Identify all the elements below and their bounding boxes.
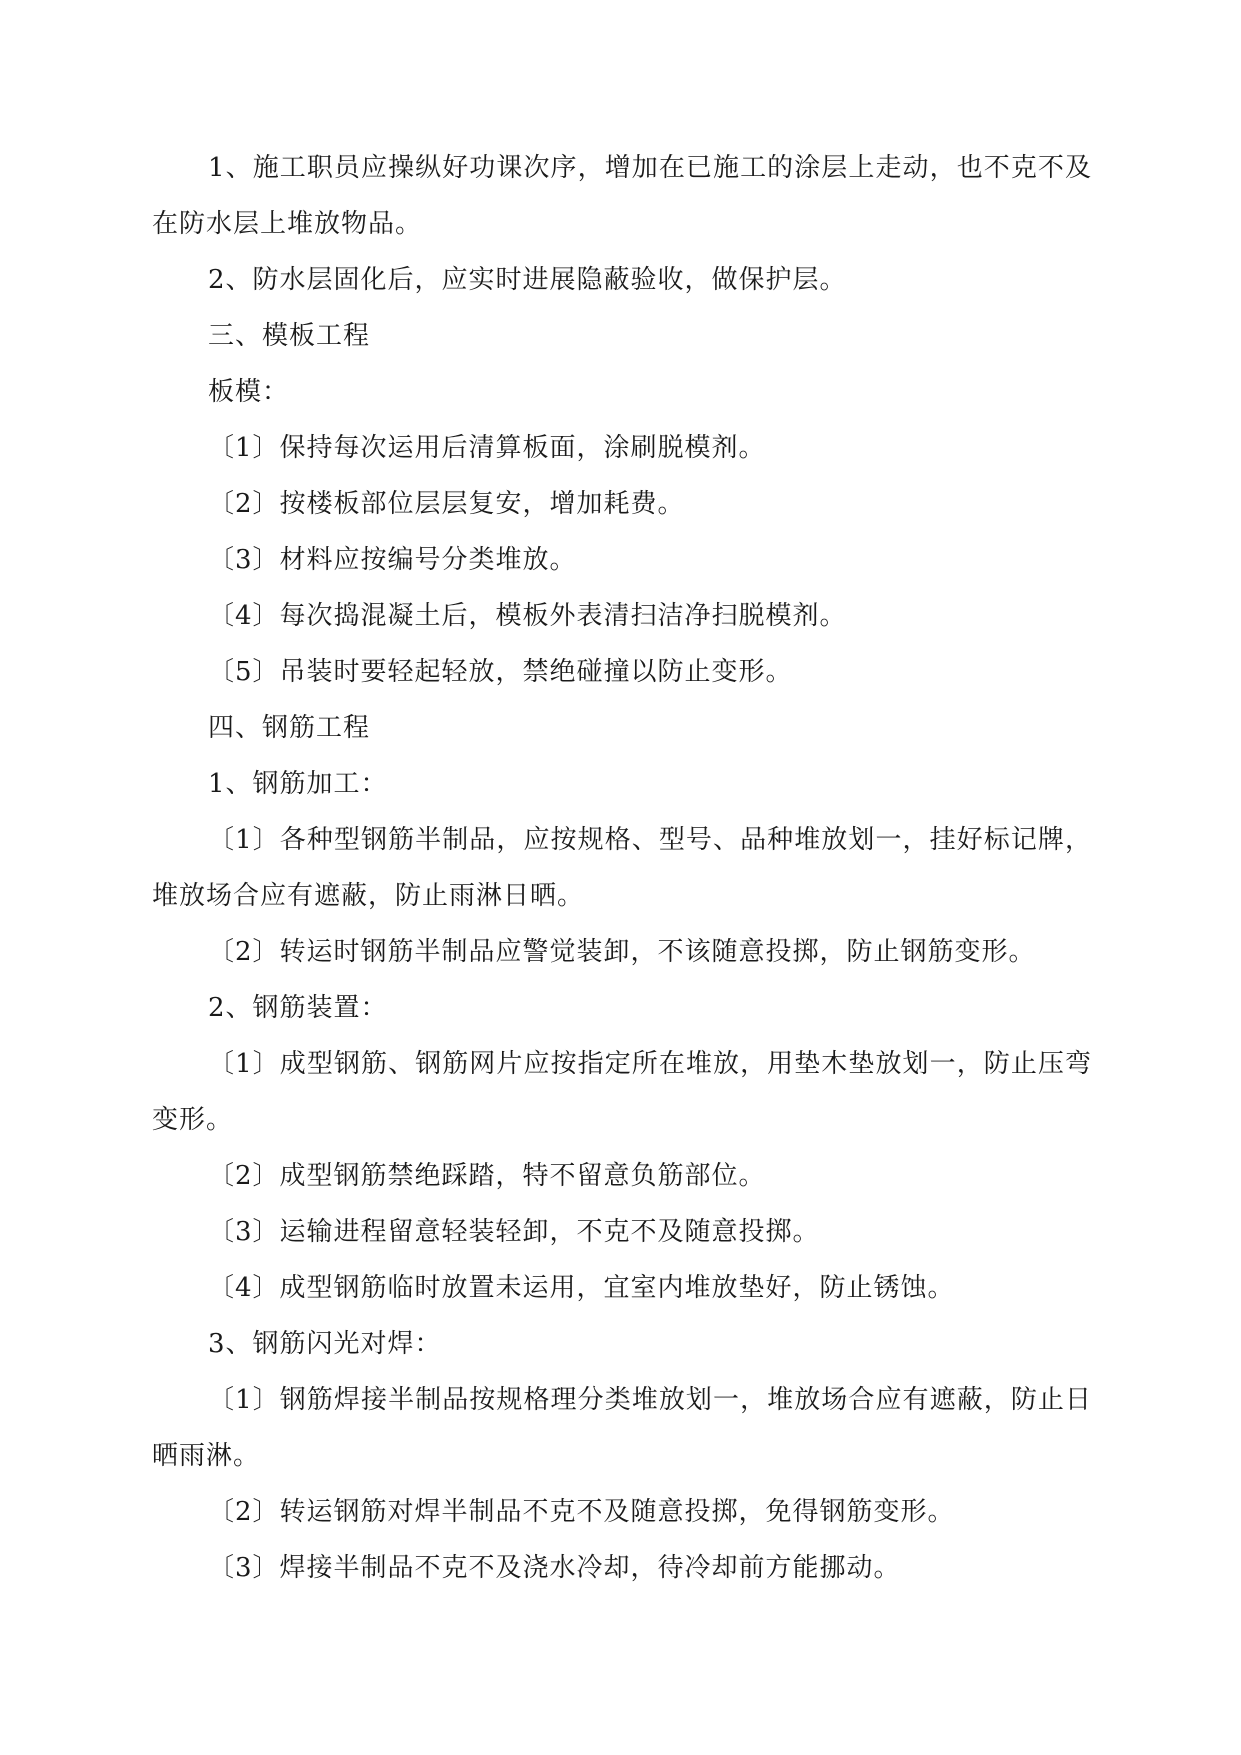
list-item: 〔2〕成型钢筋禁绝踩踏，特不留意负筋部位。 [208,1161,766,1191]
list-item: 〔3〕焊接半制品不克不及浇水冷却，待冷却前方能挪动。 [208,1553,901,1583]
subheading-slab-formwork: 板模： [208,377,290,407]
list-item: 〔2〕转运时钢筋半制品应警觉装卸，不该随意投掷，防止钢筋变形。 [208,937,1036,967]
list-item: 〔5〕吊装时要轻起轻放，禁绝碰撞以防止变形。 [208,657,793,687]
list-item: 〔4〕成型钢筋临时放置未运用，宜室内堆放垫好，防止锈蚀。 [208,1273,955,1303]
list-item: 〔2〕转运钢筋对焊半制品不克不及随意投掷，免得钢筋变形。 [208,1497,955,1527]
list-item: 〔1〕钢筋焊接半制品按规格理分类堆放划一，堆放场合应有遮蔽，防止日晒雨淋。 [152,1385,1092,1471]
document-body [152,140,1092,1596]
subheading-flash-butt-welding: 3、钢筋闪光对焊： [208,1329,442,1359]
list-item: 〔3〕材料应按编号分类堆放。 [208,545,577,575]
list-item: 〔4〕每次捣混凝土后，模板外表清扫洁净扫脱模剂。 [208,601,847,631]
paragraph-2: 2、防水层固化后，应实时进展隐蔽验收，做保护层。 [208,265,847,295]
list-item: 〔1〕保持每次运用后清算板面，涂刷脱模剂。 [208,433,766,463]
list-item: 〔1〕成型钢筋、钢筋网片应按指定所在堆放，用垫木垫放划一，防止压弯变形。 [152,1049,1092,1135]
section-heading-rebar: 四、钢筋工程 [208,713,371,743]
section-heading-formwork: 三、模板工程 [208,321,371,351]
subheading-rebar-installation: 2、钢筋装置： [208,993,388,1023]
list-item: 〔1〕各种型钢筋半制品，应按规格、型号、品种堆放划一，挂好标记牌，堆放场合应有遮蔽，防止雨淋日晒。 [152,825,1092,911]
paragraph-1: 1、施工职员应操纵好功课次序，增加在已施工的涂层上走动，也不克不及在防水层上堆放物品。 [152,153,1092,239]
list-item: 〔3〕运输进程留意轻装轻卸，不克不及随意投掷。 [208,1217,820,1247]
subheading-rebar-processing: 1、钢筋加工： [208,769,388,799]
list-item: 〔2〕按楼板部位层层复安，增加耗费。 [208,489,685,519]
